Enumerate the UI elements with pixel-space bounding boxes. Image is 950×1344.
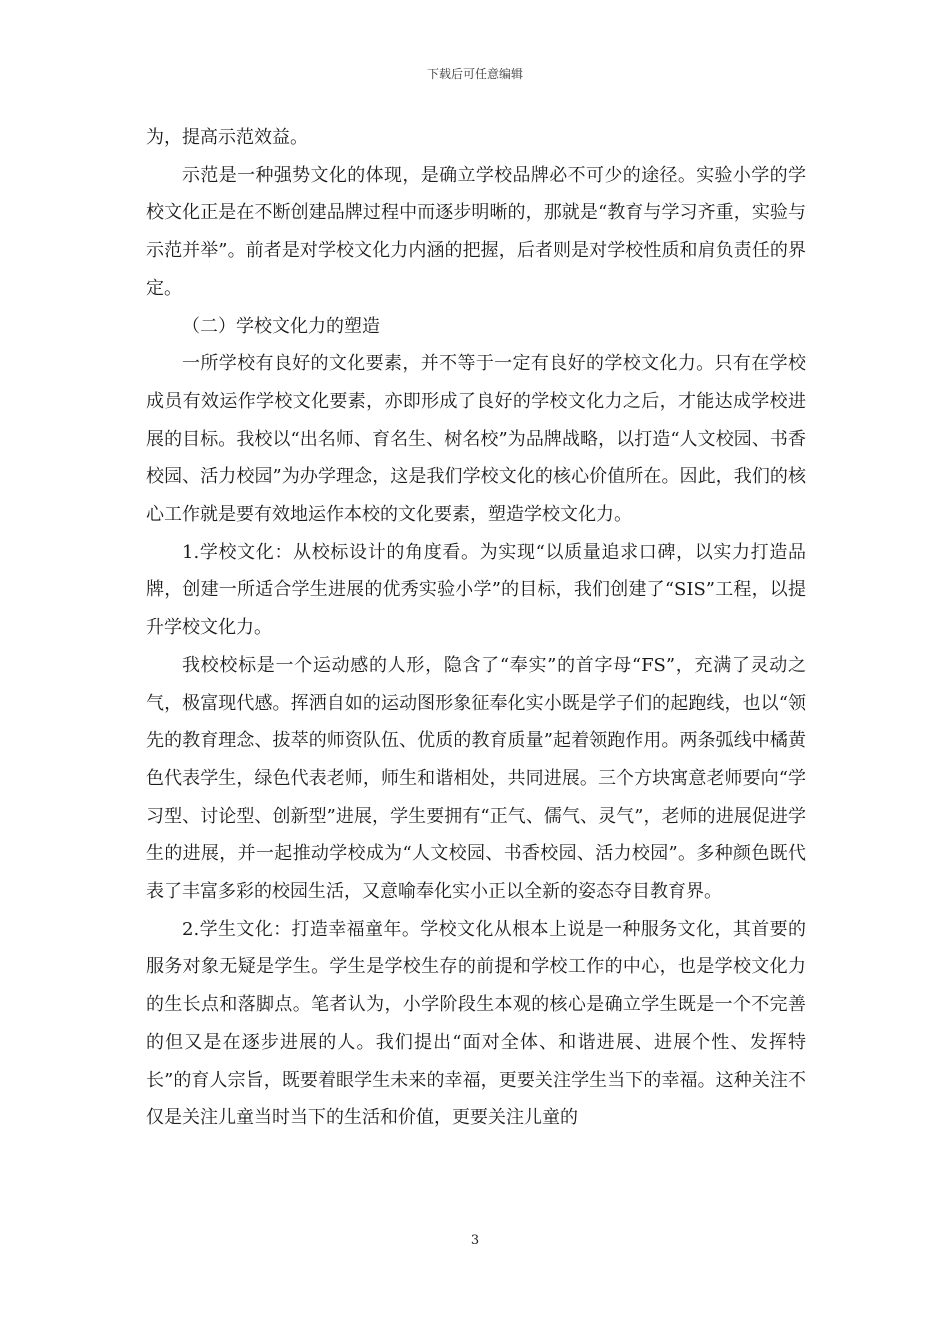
- paragraph-demonstration: 示范是一种强势文化的体现，是确立学校品牌必不可少的途径。实验小学的学校文化正是在不断创建品牌过程中而逐步明晰的，那就是“教育与学习齐重，实验与示范并举”。前者是对学校文化力内涵的把握，后者则是对学校性质和肩负责任的界定。: [146, 164, 806, 299]
- paragraph-student-culture: 2.学生文化：打造幸福童年。学校文化从根本上说是一种服务文化，其首要的服务对象无疑是学生。学生是学校生存的前提和学校工作的中心，也是学校文化力的生长点和落脚点。笔者认为，小学阶段生本观的核心是确立学生既是一个不完善的但又是在逐步进展的人。我们提出“面对全体、和谐进展、进展个性、发挥特长”的育人宗旨，既要着眼学生未来的幸福，更要关注学生当下的幸福。这种关注不仅是关注儿童当时当下的生活和价值，更要关注儿童的: [146, 918, 806, 1129]
- paragraph-school-culture: 1.学校文化：从校标设计的角度看。为实现“以质量追求口碑，以实力打造品牌，创建一所适合学生进展的优秀实验小学”的目标，我们创建了“SIS”工程，以提升学校文化力。: [146, 541, 806, 639]
- paragraph-culture-elements: 一所学校有良好的文化要素，并不等于一定有良好的学校文化力。只有在学校成员有效运作学校文化要素，亦即形成了良好的学校文化力之后，才能达成学校进展的目标。我校以“出名师、育名生、树名校”为品牌战略，以打造“人文校园、书香校园、活力校园”为办学理念，这是我们学校文化的核心价值所在。因此，我们的核心工作就是要有效地运作本校的文化要素，塑造学校文化力。: [146, 353, 806, 526]
- page-header: 下载后可任意编辑: [426, 67, 523, 81]
- page-number: 3: [470, 1233, 480, 1248]
- document-body: [146, 119, 806, 1137]
- paragraph-continuation: 为，提高示范效益。: [146, 127, 308, 148]
- section-heading: （二）学校文化力的塑造: [182, 315, 380, 337]
- paragraph-school-logo: 我校校标是一个运动感的人形，隐含了“奉实”的首字母“FS”，充满了灵动之气，极富现代感。挥洒自如的运动图形象征奉化实小既是学子们的起跑线，也以“领先的教育理念、拔萃的师资队伍、优质的教育质量”起着领跑作用。两条弧线中橘黄色代表学生，绿色代表老师，师生和谐相处，共同进展。三个方块寓意老师要向“学习型、讨论型、创新型”进展，学生要拥有“正气、儒气、灵气”，老师的进展促进学生的进展，并一起推动学校成为“人文校园、书香校园、活力校园”。多种颜色既代表了丰富多彩的校园生活，又意喻奉化实小正以全新的姿态夺目教育界。: [146, 654, 806, 903]
